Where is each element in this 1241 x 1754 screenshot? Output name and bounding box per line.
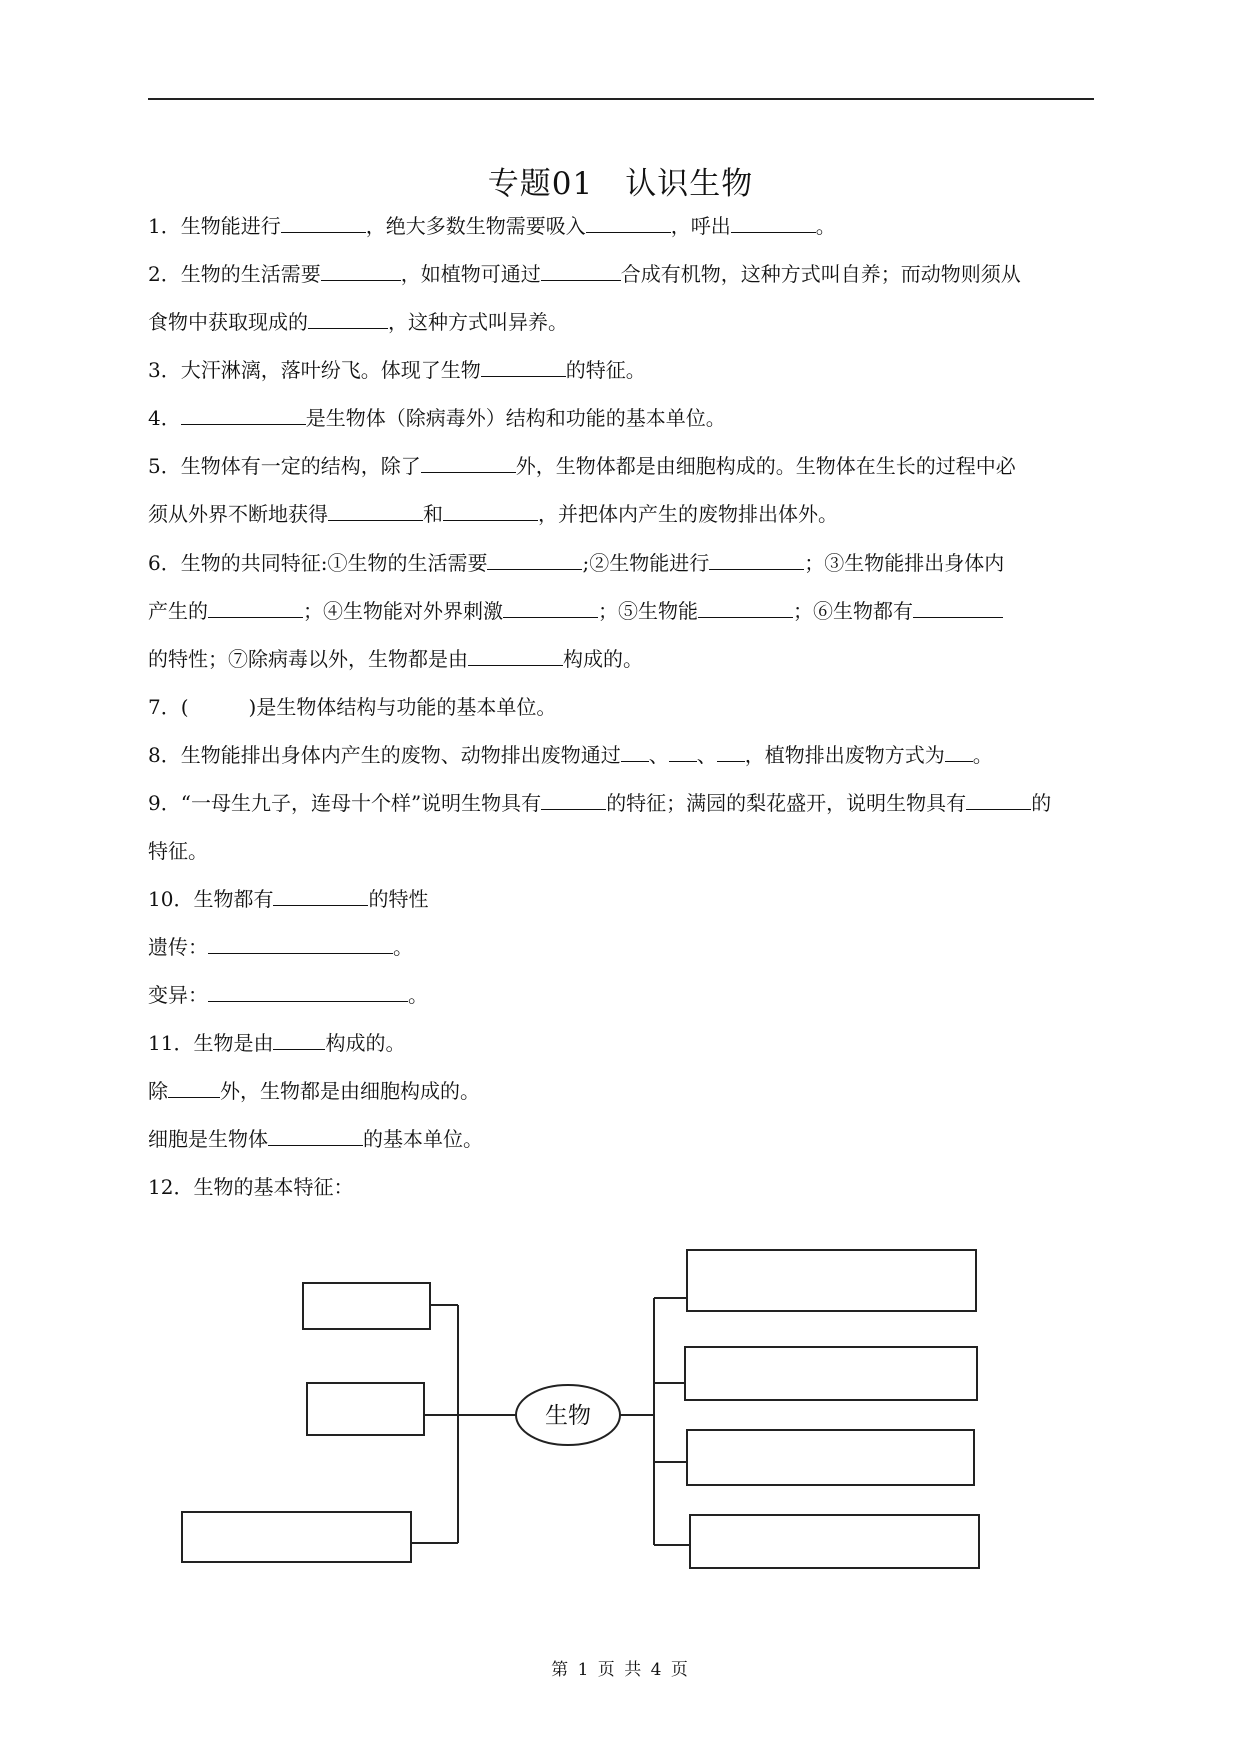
question-text: 6．生物的共同特征:①生物的生活需要 bbox=[148, 551, 488, 575]
diagram-left-box-1[interactable] bbox=[303, 1283, 430, 1329]
question-text: 。 bbox=[815, 214, 836, 238]
question-text: 遗传： bbox=[148, 935, 208, 959]
diagram-right-box-1[interactable] bbox=[687, 1250, 976, 1311]
question-text: ，绝大多数生物需要吸入 bbox=[365, 214, 586, 238]
question-text: 特征。 bbox=[148, 839, 208, 863]
question-text: 、 bbox=[648, 743, 669, 767]
question-text: 和 bbox=[423, 502, 443, 526]
question-text: 构成的。 bbox=[563, 647, 643, 671]
question-text: 的特性；⑦除病毒以外，生物都是由 bbox=[148, 647, 468, 671]
question-text: 。 bbox=[393, 935, 413, 959]
diagram-right-box-2[interactable] bbox=[685, 1347, 977, 1400]
question-text: 1．生物能进行 bbox=[148, 214, 281, 238]
question-text: 的特性 bbox=[368, 887, 429, 911]
diagram-left-box-2[interactable] bbox=[307, 1383, 424, 1435]
question-text: 。 bbox=[408, 983, 428, 1007]
question-text: 产生的 bbox=[148, 599, 208, 623]
question-text: 8．生物能排出身体内产生的废物、动物排出废物通过 bbox=[148, 743, 621, 767]
question-text: ，并把体内产生的废物排出体外。 bbox=[538, 502, 838, 526]
question-text: 是生物体（除病毒外）结构和功能的基本单位。 bbox=[305, 406, 726, 430]
page-footer: 第 1 页 共 4 页 bbox=[551, 1660, 690, 1680]
question-text: 的基本单位。 bbox=[363, 1127, 483, 1151]
question-text: 的特征；满园的梨花盛开，说明生物具有 bbox=[606, 791, 967, 815]
question-text: 2．生物的生活需要 bbox=[148, 262, 321, 286]
question-text: 的特征。 bbox=[565, 358, 646, 382]
question-text: 变异： bbox=[148, 983, 208, 1007]
diagram-right-connector bbox=[620, 1298, 690, 1545]
question-text: 10．生物都有 bbox=[148, 887, 274, 911]
question-text: 外，生物都是由细胞构成的。 bbox=[220, 1079, 480, 1103]
question-text: 除 bbox=[148, 1079, 168, 1103]
question-text: 3．大汗淋漓，落叶纷飞。体现了生物 bbox=[148, 358, 481, 382]
question-text: 构成的。 bbox=[325, 1031, 406, 1055]
question-text: 须从外界不断地获得 bbox=[148, 502, 328, 526]
question-text: 合成有机物，这种方式叫自养；而动物则须从 bbox=[620, 262, 1021, 286]
question-text: 12．生物的基本特征： bbox=[148, 1175, 354, 1199]
diagram-right-box-3[interactable] bbox=[687, 1430, 974, 1485]
question-text: 。 bbox=[972, 743, 993, 767]
diagram-center-label: 生物 bbox=[545, 1403, 591, 1429]
question-text: 细胞是生物体 bbox=[148, 1127, 268, 1151]
question-text: 4． bbox=[148, 406, 181, 430]
diagram-left-box-3[interactable] bbox=[182, 1512, 411, 1562]
question-text: ；⑥生物都有 bbox=[793, 599, 913, 623]
question-text: 9．“一母生九子，连母十个样”说明生物具有 bbox=[148, 791, 542, 815]
question-text: ，植物排出废物方式为 bbox=[744, 743, 945, 767]
page-title: 专题01 认识生物 bbox=[487, 166, 754, 202]
diagram-left-connector bbox=[411, 1305, 518, 1543]
question-text: ;②生物能进行 bbox=[582, 551, 710, 575]
question-text: 5．生物体有一定的结构，除了 bbox=[148, 454, 421, 478]
question-text: 、 bbox=[696, 743, 717, 767]
diagram-right-box-4[interactable] bbox=[690, 1515, 979, 1568]
question-text: ，呼出 bbox=[670, 214, 731, 238]
question-text: 外，生物体都是由细胞构成的。生物体在生长的过程中必 bbox=[515, 454, 1016, 478]
question-text: 食物中获取现成的 bbox=[148, 310, 308, 334]
question-text: ；④生物能对外界刺激 bbox=[303, 599, 503, 623]
question-text: ，这种方式叫异养。 bbox=[388, 310, 568, 334]
question-text: 11．生物是由 bbox=[148, 1031, 274, 1055]
question-text: 7．( )是生物体结构与功能的基本单位。 bbox=[148, 695, 557, 719]
question-text: ；③生物能排出身体内 bbox=[804, 551, 1005, 575]
question-text: ；⑤生物能 bbox=[598, 599, 698, 623]
question-text: ，如植物可通过 bbox=[400, 262, 541, 286]
question-text: 的 bbox=[1031, 791, 1052, 815]
